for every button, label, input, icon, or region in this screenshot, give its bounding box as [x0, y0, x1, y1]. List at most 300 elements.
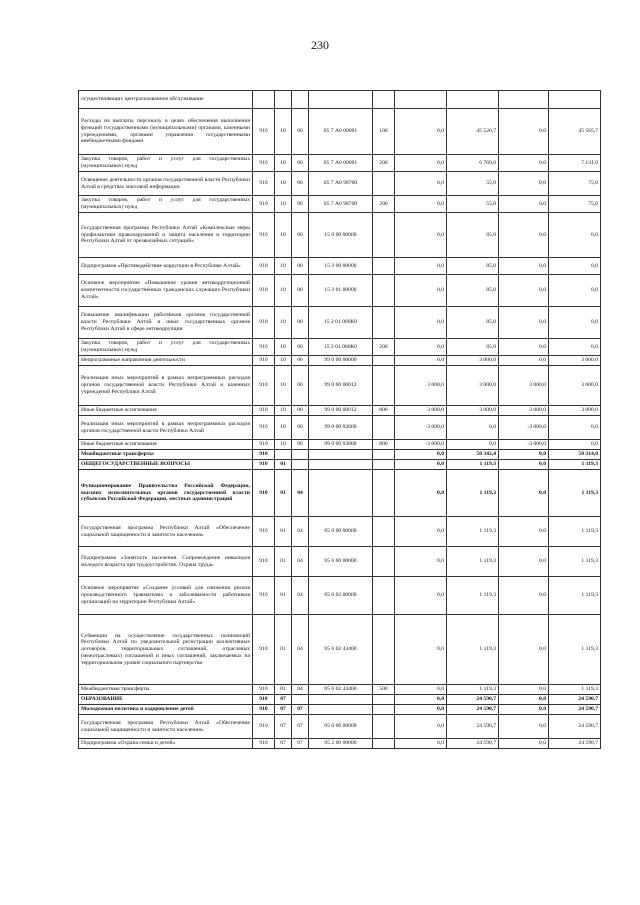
row-name: Межбюджетные трансферты: [79, 685, 253, 695]
row-amount-3: 3 000,0: [499, 406, 549, 416]
row-name: Реализация иных мероприятий в рамках непрограммных расходов органов государственной власти Республики Алтай и казенных учреждений Республики Алтай: [79, 366, 253, 406]
row-section: 01: [275, 615, 292, 685]
row-amount-4: 0,0: [549, 258, 601, 275]
row-amount-3: 0,0: [499, 577, 549, 615]
table-row: [79, 440, 601, 450]
row-expense-type: 100: [373, 109, 395, 155]
row-expense-type: [373, 450, 395, 460]
row-expense-type: [373, 275, 395, 307]
row-amount-3: 0,0: [499, 450, 549, 460]
row-target-article: 05 7 А0 98700: [309, 196, 373, 213]
row-amount-2: 85,0: [447, 258, 499, 275]
table-row: [79, 705, 601, 715]
page-number: 230: [311, 38, 329, 52]
row-expense-type: 500: [373, 685, 395, 695]
row-target-article: 15 2 01 00000: [309, 275, 373, 307]
row-expense-type: 200: [373, 155, 395, 172]
row-target-article: [309, 695, 373, 705]
row-amount-4: 45 565,7: [549, 109, 601, 155]
row-amount-4: 0,0: [549, 307, 601, 339]
row-amount-3: 0,0: [499, 339, 549, 356]
row-amount-4: 3 000,0: [549, 356, 601, 366]
row-amount-4: 1 119,3: [549, 460, 601, 470]
row-amount-2: 55,0: [447, 196, 499, 213]
row-subsection: 06: [292, 339, 309, 356]
row-expense-type: [373, 213, 395, 258]
row-amount-1: 0,0: [395, 172, 447, 196]
row-amount-4: 0,0: [549, 275, 601, 307]
row-expense-type: [373, 416, 395, 440]
row-amount-4: 24 590,7: [549, 705, 601, 715]
row-gr-code: 910: [253, 155, 275, 172]
row-subsection: 04: [292, 470, 309, 517]
row-amount-3: 0,0: [499, 615, 549, 685]
row-target-article: 99 0 00 00012: [309, 366, 373, 406]
row-amount-2: 24 590,7: [447, 695, 499, 705]
row-section: 07: [275, 705, 292, 715]
budget-table: [78, 90, 601, 749]
row-section: 10: [275, 155, 292, 172]
row-amount-2: 0,0: [447, 416, 499, 440]
row-name: Государственная программа Республики Алтай «Обеспечение социальной защищенности и занятости населения»: [79, 517, 253, 547]
row-name: Освещение деятельности органов государственной власти Республики Алтай в средствах массовой информации: [79, 172, 253, 196]
row-gr-code: 910: [253, 258, 275, 275]
row-name: ОБРАЗОВАНИЕ: [79, 695, 253, 705]
row-expense-type: [373, 91, 395, 109]
budget-table-body: [79, 91, 601, 749]
row-expense-type: 200: [373, 339, 395, 356]
row-amount-3: 0,0: [499, 213, 549, 258]
row-section: 10: [275, 172, 292, 196]
row-section: 10: [275, 109, 292, 155]
table-row: [79, 615, 601, 685]
row-name: Молодежная политика и оздоровление детей: [79, 705, 253, 715]
row-name: Подпрограмма «Занятость населения. Сопровождение инвалидов молодого возраста при трудоустройстве. Охрана труда»: [79, 547, 253, 577]
row-subsection: 06: [292, 307, 309, 339]
row-amount-4: 1 119,3: [549, 517, 601, 547]
row-name: Функционирование Правительства Российской Федерации, высших исполнительных органов государственной власти субъектов Российской Федерации, местных администраций: [79, 470, 253, 517]
row-gr-code: 910: [253, 172, 275, 196]
row-amount-4: 7 131,0: [549, 155, 601, 172]
row-amount-1: 0,0: [395, 470, 447, 517]
row-gr-code: 910: [253, 450, 275, 460]
row-amount-4: 3 000,0: [549, 406, 601, 416]
row-amount-3: 0,0: [499, 196, 549, 213]
row-expense-type: 800: [373, 406, 395, 416]
row-amount-4: 0,0: [549, 213, 601, 258]
table-row: [79, 577, 601, 615]
row-amount-2: 6 769,0: [447, 155, 499, 172]
row-subsection: 04: [292, 517, 309, 547]
row-amount-4: 24 590,7: [549, 715, 601, 739]
row-gr-code: 910: [253, 715, 275, 739]
table-row: [79, 416, 601, 440]
row-target-article: 15 2 00 00000: [309, 258, 373, 275]
row-target-article: [309, 460, 373, 470]
row-amount-1: 0,0: [395, 450, 447, 460]
row-amount-3: 0,0: [499, 715, 549, 739]
table-row: [79, 685, 601, 695]
row-amount-4: 24 590,7: [549, 739, 601, 749]
row-expense-type: [373, 258, 395, 275]
row-subsection: [292, 91, 309, 109]
row-target-article: 15 2 01 000К0: [309, 307, 373, 339]
row-amount-3: 0,0: [499, 695, 549, 705]
row-gr-code: 910: [253, 739, 275, 749]
row-expense-type: [373, 577, 395, 615]
row-target-article: 05 6 00 00000: [309, 547, 373, 577]
row-amount-4: 0,0: [549, 440, 601, 450]
row-gr-code: 910: [253, 109, 275, 155]
row-gr-code: 910: [253, 577, 275, 615]
row-section: 10: [275, 366, 292, 406]
row-gr-code: 910: [253, 275, 275, 307]
table-row: [79, 739, 601, 749]
row-name: Закупка товаров, работ и услуг для государственных (муниципальных) нужд: [79, 196, 253, 213]
row-amount-2: 50 342,4: [447, 450, 499, 460]
row-amount-1: 0,0: [395, 685, 447, 695]
row-name: осуществляющих централизованное обслуживание: [79, 91, 253, 109]
row-amount-2: 3 000,0: [447, 406, 499, 416]
row-gr-code: 910: [253, 307, 275, 339]
row-section: 01: [275, 460, 292, 470]
row-section: 10: [275, 339, 292, 356]
row-amount-1: 0,0: [395, 213, 447, 258]
row-amount-1: 0,0: [395, 155, 447, 172]
row-name: Повышение квалификации работников органов государственной власти Республики Алтай и иных государственных органов Республики Алтай в сфере антикоррупции: [79, 307, 253, 339]
row-amount-4: [549, 91, 601, 109]
row-section: 07: [275, 739, 292, 749]
row-amount-1: 3 000,0: [395, 406, 447, 416]
row-section: 01: [275, 577, 292, 615]
row-name: Межбюджетные трансферты: [79, 450, 253, 460]
row-amount-1: 0,0: [395, 258, 447, 275]
row-subsection: 04: [292, 547, 309, 577]
row-amount-2: 1 119,3: [447, 470, 499, 517]
row-amount-1: 0,0: [395, 517, 447, 547]
table-row: [79, 275, 601, 307]
row-amount-4: 50 314,0: [549, 450, 601, 460]
row-name: Расходы на выплаты персоналу в целях обеспечения выполнения функций государственными (муниципальными) органами, казенными учреждениями, органами управления государственными внебюджетными фондами: [79, 109, 253, 155]
row-amount-2: 45 520,7: [447, 109, 499, 155]
row-amount-2: 1 119,3: [447, 685, 499, 695]
row-section: 10: [275, 196, 292, 213]
row-name: Иные бюджетные ассигнования: [79, 440, 253, 450]
table-row: [79, 406, 601, 416]
row-amount-2: 0,0: [447, 440, 499, 450]
row-name: Подпрограмма «Противодействие коррупции в Республике Алтай»: [79, 258, 253, 275]
row-gr-code: 910: [253, 366, 275, 406]
row-gr-code: 910: [253, 339, 275, 356]
row-gr-code: 910: [253, 406, 275, 416]
row-target-article: 05 7 А0 00001: [309, 155, 373, 172]
row-amount-3: -3 000,0: [499, 440, 549, 450]
row-subsection: 06: [292, 416, 309, 440]
row-name: Иные бюджетные ассигнования: [79, 406, 253, 416]
row-subsection: 07: [292, 705, 309, 715]
row-subsection: 06: [292, 356, 309, 366]
row-gr-code: 910: [253, 615, 275, 685]
row-gr-code: 910: [253, 460, 275, 470]
row-amount-4: 0,0: [549, 416, 601, 440]
row-target-article: 05 6 02 43400: [309, 615, 373, 685]
row-section: 10: [275, 406, 292, 416]
row-section: 10: [275, 258, 292, 275]
row-section: 10: [275, 213, 292, 258]
row-gr-code: 910: [253, 470, 275, 517]
row-amount-3: 0,0: [499, 517, 549, 547]
row-amount-2: 55,0: [447, 172, 499, 196]
row-subsection: 06: [292, 213, 309, 258]
row-subsection: 07: [292, 739, 309, 749]
row-name: Субвенции на осуществление государственных полномочий Республики Алтай по уведомительной регистрации коллективных договоров, территориальных соглашений, отраслевых (межотраслевых) соглашений и иных соглашений, заключаемых на территориальном уровне социального партнерства: [79, 615, 253, 685]
row-amount-2: 3 000,0: [447, 356, 499, 366]
row-amount-2: [447, 91, 499, 109]
row-amount-1: 0,0: [395, 196, 447, 213]
row-amount-3: 0,0: [499, 155, 549, 172]
row-expense-type: [373, 356, 395, 366]
row-subsection: 06: [292, 172, 309, 196]
row-name: Государственная программа Республики Алтай «Обеспечение социальной защищенности и занятости населения»: [79, 715, 253, 739]
row-amount-4: 3 000,0: [549, 366, 601, 406]
row-subsection: 04: [292, 685, 309, 695]
row-target-article: 05 6 02 43400: [309, 685, 373, 695]
row-subsection: 06: [292, 366, 309, 406]
row-amount-1: 3 000,0: [395, 366, 447, 406]
row-target-article: [309, 705, 373, 715]
row-expense-type: [373, 739, 395, 749]
row-expense-type: [373, 460, 395, 470]
row-target-article: 15 0 00 00000: [309, 213, 373, 258]
row-subsection: 06: [292, 109, 309, 155]
row-expense-type: [373, 366, 395, 406]
row-section: 10: [275, 440, 292, 450]
row-amount-4: 24 590,7: [549, 695, 601, 705]
row-subsection: [292, 695, 309, 705]
row-gr-code: 910: [253, 705, 275, 715]
row-amount-3: 0,0: [499, 547, 549, 577]
row-amount-4: 75,0: [549, 172, 601, 196]
table-row: [79, 258, 601, 275]
row-expense-type: [373, 695, 395, 705]
row-amount-2: 24 590,7: [447, 739, 499, 749]
row-name: Основное мероприятие «Повышение уровня антикоррупционной компетентности государственных гражданских служащих Республики Алтай»: [79, 275, 253, 307]
row-amount-3: 0,0: [499, 460, 549, 470]
row-name: Государственная программа Республики Алтай «Комплексные меры профилактики правонарушений и защита населения и территории Республики Алтай от чрезвычайных ситуаций»: [79, 213, 253, 258]
row-name: Реализация иных мероприятий в рамках непрограммных расходов органов государственной власти Республики Алтай: [79, 416, 253, 440]
row-expense-type: [373, 307, 395, 339]
table-row: [79, 307, 601, 339]
row-amount-1: 0,0: [395, 307, 447, 339]
table-row: [79, 356, 601, 366]
row-amount-4: 1 119,3: [549, 547, 601, 577]
table-row: [79, 172, 601, 196]
row-amount-4: 1 119,3: [549, 685, 601, 695]
row-target-article: 99 0 00 00000: [309, 356, 373, 366]
row-amount-2: 24 590,7: [447, 705, 499, 715]
row-section: 10: [275, 307, 292, 339]
row-amount-3: 0,0: [499, 470, 549, 517]
row-amount-1: 0,0: [395, 339, 447, 356]
row-target-article: 99 0 00 03000: [309, 440, 373, 450]
row-section: 01: [275, 517, 292, 547]
row-gr-code: 910: [253, 356, 275, 366]
row-amount-1: -3 000,0: [395, 416, 447, 440]
row-name: Подпрограмма «Охрана семьи и детей»: [79, 739, 253, 749]
row-target-article: 05 0 00 00000: [309, 517, 373, 547]
row-subsection: 06: [292, 155, 309, 172]
row-subsection: 06: [292, 440, 309, 450]
row-amount-2: 85,0: [447, 275, 499, 307]
row-gr-code: [253, 91, 275, 109]
row-expense-type: 800: [373, 440, 395, 450]
row-section: [275, 91, 292, 109]
row-amount-1: 0,0: [395, 615, 447, 685]
row-section: 10: [275, 275, 292, 307]
row-target-article: 05 7 А0 98700: [309, 172, 373, 196]
table-row: [79, 517, 601, 547]
row-amount-2: 85,0: [447, 307, 499, 339]
row-amount-2: 1 119,3: [447, 615, 499, 685]
table-row: [79, 339, 601, 356]
row-target-article: 99 0 00 03000: [309, 416, 373, 440]
row-amount-4: 1 119,3: [549, 615, 601, 685]
row-subsection: [292, 460, 309, 470]
row-section: 01: [275, 470, 292, 517]
row-amount-1: 0,0: [395, 460, 447, 470]
row-subsection: 06: [292, 196, 309, 213]
row-target-article: [309, 450, 373, 460]
row-subsection: 06: [292, 406, 309, 416]
row-amount-4: 0,0: [549, 339, 601, 356]
row-section: 10: [275, 356, 292, 366]
row-expense-type: [373, 615, 395, 685]
row-amount-3: 0,0: [499, 685, 549, 695]
row-target-article: 05 2 00 00000: [309, 739, 373, 749]
row-subsection: 07: [292, 715, 309, 739]
table-row: [79, 470, 601, 517]
row-amount-3: 0,0: [499, 739, 549, 749]
row-subsection: 04: [292, 615, 309, 685]
row-amount-1: 0,0: [395, 715, 447, 739]
row-amount-4: 1 119,3: [549, 577, 601, 615]
row-amount-2: 1 119,3: [447, 460, 499, 470]
row-target-article: [309, 91, 373, 109]
row-name: Закупка товаров, работ и услуг для государственных (муниципальных) нужд: [79, 339, 253, 356]
row-gr-code: 910: [253, 416, 275, 440]
row-name: ОБЩЕГОСУДАРСТВЕННЫЕ ВОПРОСЫ: [79, 460, 253, 470]
row-amount-1: 0,0: [395, 547, 447, 577]
table-row: [79, 196, 601, 213]
row-amount-1: 0,0: [395, 109, 447, 155]
row-amount-2: 1 119,3: [447, 577, 499, 615]
row-expense-type: [373, 705, 395, 715]
row-amount-2: 85,0: [447, 213, 499, 258]
row-amount-4: 75,0: [549, 196, 601, 213]
table-row: [79, 450, 601, 460]
row-amount-2: 1 119,3: [447, 547, 499, 577]
row-expense-type: 200: [373, 196, 395, 213]
row-target-article: [309, 470, 373, 517]
row-expense-type: [373, 547, 395, 577]
row-gr-code: 910: [253, 695, 275, 705]
row-name: Непрограммные направления деятельности: [79, 356, 253, 366]
row-name: Основное мероприятие «Создание условий для снижения рисков производственного травматизма и заболеваемости работников организаций на территории Республики Алтай»: [79, 577, 253, 615]
table-row: [79, 695, 601, 705]
row-amount-2: 85,0: [447, 339, 499, 356]
row-amount-3: 3 000,0: [499, 366, 549, 406]
row-expense-type: [373, 517, 395, 547]
row-amount-1: 0,0: [395, 739, 447, 749]
row-amount-3: 0,0: [499, 307, 549, 339]
row-amount-3: 0,0: [499, 356, 549, 366]
row-gr-code: 910: [253, 196, 275, 213]
row-amount-1: -3 000,0: [395, 440, 447, 450]
row-expense-type: [373, 715, 395, 739]
row-gr-code: 910: [253, 547, 275, 577]
row-expense-type: [373, 470, 395, 517]
row-amount-4: 1 119,3: [549, 470, 601, 517]
row-gr-code: 910: [253, 685, 275, 695]
row-amount-3: -3 000,0: [499, 416, 549, 440]
row-gr-code: 910: [253, 440, 275, 450]
row-amount-3: 0,0: [499, 275, 549, 307]
table-row: [79, 109, 601, 155]
row-target-article: 05 6 02 00000: [309, 577, 373, 615]
table-row: [79, 715, 601, 739]
table-row: [79, 460, 601, 470]
row-amount-2: 1 119,3: [447, 517, 499, 547]
row-amount-1: [395, 91, 447, 109]
row-amount-3: [499, 91, 549, 109]
row-amount-1: 0,0: [395, 275, 447, 307]
row-target-article: 99 0 00 00012: [309, 406, 373, 416]
table-row: [79, 91, 601, 109]
row-gr-code: 910: [253, 213, 275, 258]
row-subsection: 06: [292, 275, 309, 307]
row-section: 10: [275, 416, 292, 440]
row-amount-3: 0,0: [499, 258, 549, 275]
row-amount-3: 0,0: [499, 705, 549, 715]
row-amount-1: 0,0: [395, 356, 447, 366]
row-subsection: 06: [292, 258, 309, 275]
row-subsection: 04: [292, 577, 309, 615]
row-gr-code: 910: [253, 517, 275, 547]
row-section: 01: [275, 685, 292, 695]
row-section: [275, 450, 292, 460]
row-name: Закупка товаров, работ и услуг для государственных (муниципальных) нужд: [79, 155, 253, 172]
table-row: [79, 366, 601, 406]
row-amount-3: 0,0: [499, 109, 549, 155]
table-row: [79, 155, 601, 172]
row-amount-2: 3 000,0: [447, 366, 499, 406]
row-amount-2: 24 590,7: [447, 715, 499, 739]
table-row: [79, 547, 601, 577]
row-amount-1: 0,0: [395, 705, 447, 715]
row-target-article: 05 7 А0 00001: [309, 109, 373, 155]
row-target-article: 05 0 00 00000: [309, 715, 373, 739]
row-target-article: 15 2 01 000К0: [309, 339, 373, 356]
row-section: 07: [275, 695, 292, 705]
row-section: 07: [275, 715, 292, 739]
row-subsection: [292, 450, 309, 460]
row-amount-1: 0,0: [395, 695, 447, 705]
row-section: 01: [275, 547, 292, 577]
table-row: [79, 213, 601, 258]
row-expense-type: [373, 172, 395, 196]
row-amount-3: 0,0: [499, 172, 549, 196]
row-amount-1: 0,0: [395, 577, 447, 615]
